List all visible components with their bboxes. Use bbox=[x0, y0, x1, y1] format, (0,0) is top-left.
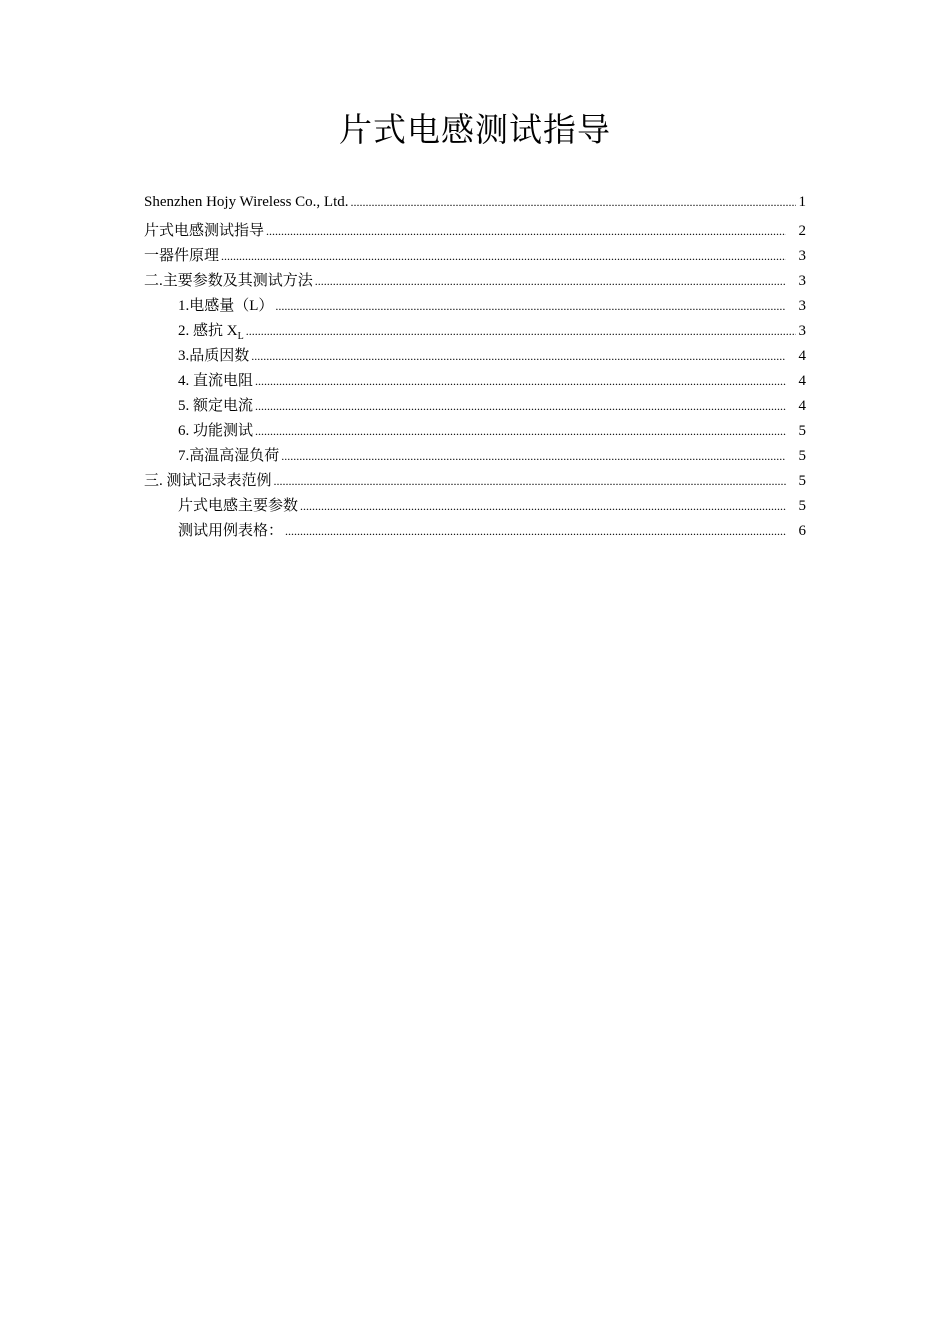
toc-entry-label-subscript: L bbox=[237, 331, 244, 342]
toc-entry-label: 4. 直流电阻 bbox=[178, 373, 254, 389]
toc-entry-page: 3 bbox=[798, 248, 806, 264]
toc-entry-label-main: 2. 感抗 X bbox=[178, 323, 238, 339]
table-of-contents bbox=[144, 194, 806, 544]
toc-entry[interactable] bbox=[144, 469, 806, 494]
toc-entry-page: 4 bbox=[798, 373, 806, 389]
toc-entry-page: 6 bbox=[798, 523, 806, 539]
toc-entry-label: 二.主要参数及其测试方法 bbox=[144, 273, 313, 289]
toc-leader-dots bbox=[281, 449, 786, 464]
toc-leader-dots bbox=[285, 524, 786, 539]
toc-entry-label: 6. 功能测试 bbox=[178, 423, 254, 439]
toc-leader-dots bbox=[274, 474, 786, 489]
toc-entry-label: 片式电感主要参数 bbox=[178, 498, 299, 514]
toc-entry-label: Shenzhen Hojy Wireless Co., Ltd. bbox=[144, 194, 349, 210]
toc-entry-page: 3 bbox=[798, 323, 806, 339]
toc-entry-page: 5 bbox=[798, 448, 806, 464]
toc-entry[interactable] bbox=[144, 319, 806, 344]
toc-leader-dots bbox=[351, 195, 796, 210]
toc-leader-dots bbox=[255, 374, 786, 389]
toc-entry-label: 片式电感测试指导 bbox=[144, 223, 265, 239]
toc-entry-page: 5 bbox=[798, 498, 806, 514]
toc-entry-label: 7.高温高湿负荷 bbox=[178, 448, 280, 464]
toc-entry[interactable] bbox=[144, 294, 806, 319]
toc-entry[interactable] bbox=[144, 194, 806, 219]
toc-leader-dots bbox=[266, 224, 786, 239]
toc-leader-dots bbox=[275, 299, 786, 314]
toc-entry[interactable] bbox=[144, 269, 806, 294]
toc-leader-dots bbox=[251, 349, 786, 364]
toc-entry-page: 5 bbox=[798, 423, 806, 439]
toc-entry-label: 1.电感量（L） bbox=[178, 298, 274, 314]
toc-entry-label: 3.品质因数 bbox=[178, 348, 250, 364]
toc-entry[interactable] bbox=[144, 419, 806, 444]
toc-leader-dots bbox=[246, 324, 796, 339]
toc-leader-dots bbox=[300, 499, 786, 514]
toc-entry-page: 2 bbox=[798, 223, 806, 239]
toc-entry[interactable] bbox=[144, 519, 806, 544]
toc-entry-label: 5. 额定电流 bbox=[178, 398, 254, 414]
toc-entry-label: 测试用例表格： bbox=[178, 523, 284, 539]
toc-entry-page: 4 bbox=[798, 348, 806, 364]
toc-entry[interactable] bbox=[144, 444, 806, 469]
toc-leader-dots bbox=[255, 424, 786, 439]
toc-entry-label: 三. 测试记录表范例 bbox=[144, 473, 272, 489]
toc-leader-dots bbox=[221, 249, 786, 264]
toc-entry-page: 5 bbox=[798, 473, 806, 489]
toc-entry-page: 4 bbox=[798, 398, 806, 414]
toc-entry-page: 3 bbox=[798, 298, 806, 314]
toc-entry-page: 3 bbox=[798, 273, 806, 289]
toc-entry[interactable] bbox=[144, 219, 806, 244]
document-title: 片式电感测试指导 bbox=[339, 110, 611, 149]
toc-entry[interactable] bbox=[144, 344, 806, 369]
toc-leader-dots bbox=[255, 399, 786, 414]
toc-entry[interactable] bbox=[144, 394, 806, 419]
toc-leader-dots bbox=[315, 274, 786, 289]
toc-entry[interactable] bbox=[144, 494, 806, 519]
toc-entry-label bbox=[178, 319, 244, 342]
toc-entry-page: 1 bbox=[798, 194, 806, 210]
toc-entry-label: 一器件原理 bbox=[144, 248, 220, 264]
toc-entry[interactable] bbox=[144, 244, 806, 269]
toc-entry[interactable] bbox=[144, 369, 806, 394]
